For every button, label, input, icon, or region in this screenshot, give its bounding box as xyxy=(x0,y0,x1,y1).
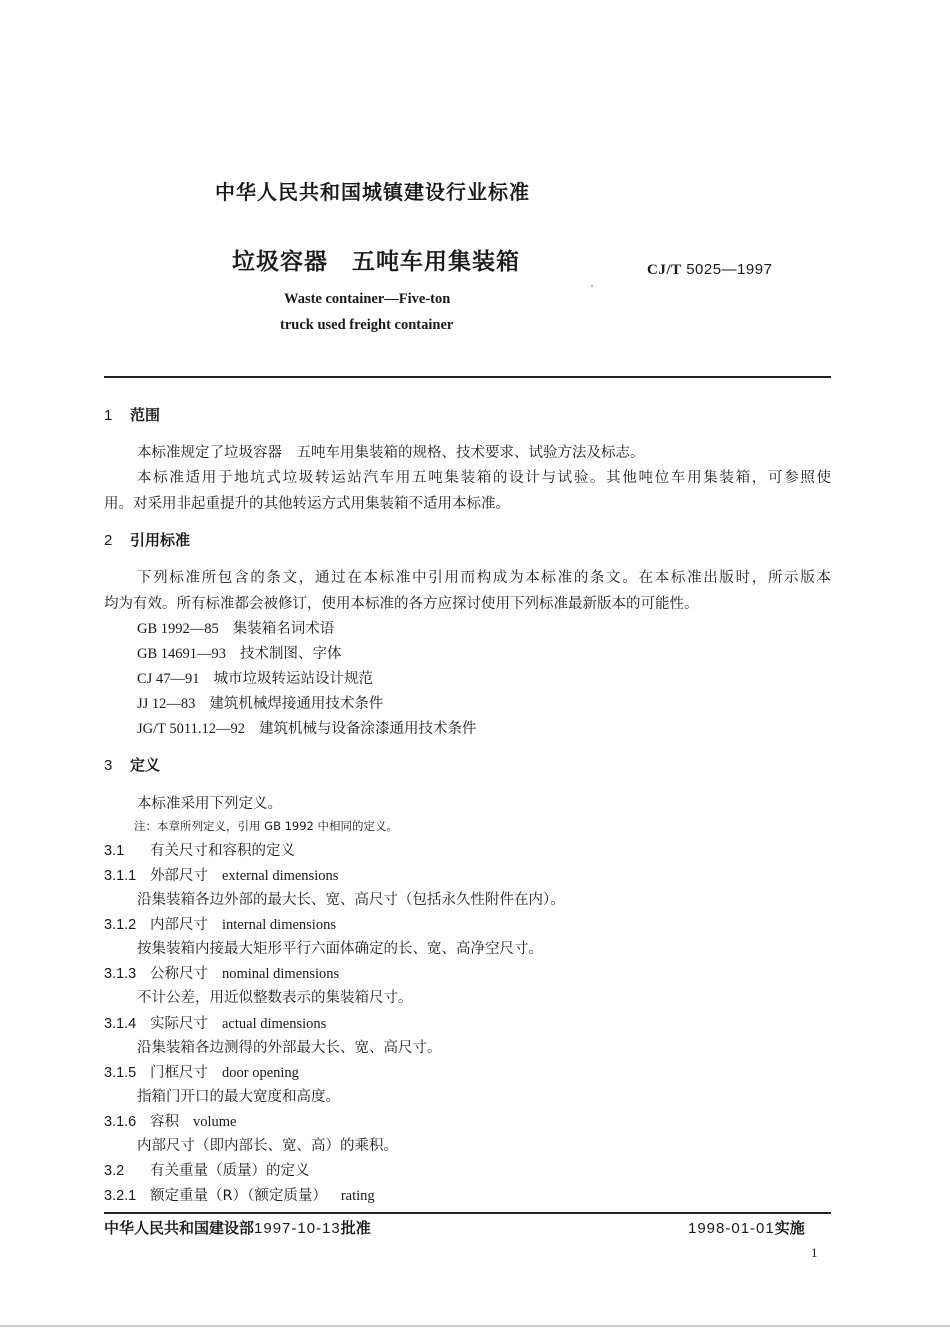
reference-title: 建筑机械焊接通用技术条件 xyxy=(209,696,384,712)
section-3-heading xyxy=(104,754,160,775)
definition-body: 不计公差，用近似整数表示的集装箱尺寸。 xyxy=(137,990,413,1006)
reference-code: JJ 12—83 xyxy=(137,696,196,712)
section-3-title: 定义 xyxy=(130,756,161,774)
reference-title: 技术制图、字体 xyxy=(240,646,342,662)
reference-item xyxy=(137,617,334,638)
definition-term-en: nominal dimensions xyxy=(222,966,340,982)
footer-approval xyxy=(104,1217,371,1238)
definition-heading xyxy=(104,1061,299,1082)
definition-number: 3.1.5 xyxy=(104,1065,137,1081)
definition-heading xyxy=(104,1012,326,1033)
footer-approve-date: 1997-10-13 xyxy=(254,1220,341,1237)
definition-term-en: external dimensions xyxy=(222,868,339,884)
definition-heading xyxy=(104,1159,310,1180)
section-1-paragraph-2-line-2: 用。对采用非起重提升的其他转运方式用集装箱不适用本标准。 xyxy=(104,496,510,512)
definition-term-en: volume xyxy=(193,1114,237,1130)
section-3-note: 注：本章所列定义，引用 GB 1992 中相同的定义。 xyxy=(134,819,399,833)
section-2-paragraph-line-1: 下列标准所包含的条文，通过在本标准中引用而构成为本标准的条文。在本标准出版时，所示版本 xyxy=(137,570,831,586)
footer-effective-label: 实施 xyxy=(774,1219,805,1237)
page-number: 1 xyxy=(811,1245,818,1260)
header-divider xyxy=(104,376,831,378)
definition-heading xyxy=(104,1110,237,1131)
definition-term: 额定重量（R）（额定质量） xyxy=(150,1188,327,1204)
section-2-paragraph xyxy=(104,565,831,617)
std-org-line: 中华人民共和国城镇建设行业标准 xyxy=(215,180,530,204)
definition-body: 沿集装箱各边测得的外部最大长、宽、高尺寸。 xyxy=(137,1040,442,1056)
definition-body: 指箱门开口的最大宽度和高度。 xyxy=(137,1089,340,1105)
definition-number: 3.1.2 xyxy=(104,917,137,933)
definition-term: 容积 xyxy=(150,1114,179,1130)
definition-number: 3.1 xyxy=(104,843,125,859)
reference-code: CJ 47—91 xyxy=(137,671,200,687)
definition-body: 内部尺寸（即内部长、宽、高）的乘积。 xyxy=(137,1138,398,1154)
definition-term: 外部尺寸 xyxy=(150,868,208,884)
section-2-number: 2 xyxy=(104,532,113,549)
reference-item xyxy=(137,692,383,713)
reference-code: JG/T 5011.12—92 xyxy=(137,721,245,737)
definition-heading xyxy=(104,864,338,885)
definition-body: 沿集装箱各边外部的最大长、宽、高尺寸（包括永久性附件在内）。 xyxy=(137,892,565,908)
reference-item xyxy=(137,642,342,663)
definition-number: 3.2 xyxy=(104,1163,125,1179)
footer-effective xyxy=(688,1217,805,1238)
definition-number: 3.1.4 xyxy=(104,1016,137,1032)
footer-issuer: 中华人民共和国建设部 xyxy=(104,1219,255,1237)
section-2-heading xyxy=(104,529,190,550)
definition-term: 公称尺寸 xyxy=(150,966,208,982)
footer-effective-date: 1998-01-01 xyxy=(688,1220,775,1237)
footer-approve-label: 批准 xyxy=(340,1219,371,1237)
definition-term: 实际尺寸 xyxy=(150,1016,208,1032)
section-1-paragraph-1: 本标准规定了垃圾容器 五吨车用集装箱的规格、技术要求、试验方法及标志。 xyxy=(137,445,645,461)
definition-number: 3.1.6 xyxy=(104,1114,137,1130)
footer-divider xyxy=(104,1212,831,1214)
definition-term-en: internal dimensions xyxy=(222,917,336,933)
definition-term-en: door opening xyxy=(222,1065,299,1081)
definition-heading xyxy=(104,839,295,860)
reference-title: 城市垃圾转运站设计规范 xyxy=(213,671,373,687)
definition-term: 有关尺寸和容积的定义 xyxy=(150,843,295,859)
definition-number: 3.2.1 xyxy=(104,1188,137,1204)
definition-heading xyxy=(104,1184,375,1205)
definition-term: 内部尺寸 xyxy=(150,917,208,933)
section-2-paragraph-line-2: 均为有效。所有标准都会被修订，使用本标准的各方应探讨使用下列标准最新版本的可能性。 xyxy=(104,596,699,612)
definition-number: 3.1.1 xyxy=(104,868,137,884)
scan-edge xyxy=(0,1325,950,1327)
section-1-paragraph-2-line-1: 本标准适用于地坑式垃圾转运站汽车用五吨集装箱的设计与试验。其他吨位车用集装箱，可参照使 xyxy=(137,470,831,486)
reference-code: GB 1992—85 xyxy=(137,621,219,637)
definition-heading xyxy=(104,962,339,983)
section-1-heading xyxy=(104,404,160,425)
definition-term-en: actual dimensions xyxy=(222,1016,327,1032)
scan-speck xyxy=(591,285,593,287)
document-number-value: 5025—1997 xyxy=(686,261,773,278)
reference-title: 集装箱名词术语 xyxy=(232,621,335,637)
section-1-paragraph-2 xyxy=(104,465,831,517)
reference-item xyxy=(137,717,476,738)
definition-body: 按集装箱内接最大矩形平行六面体确定的长、宽、高净空尺寸。 xyxy=(137,941,543,957)
reference-code: GB 14691—93 xyxy=(137,646,227,662)
section-1-number: 1 xyxy=(104,407,113,424)
document-number-code: CJ/T xyxy=(647,262,682,278)
definition-number: 3.1.3 xyxy=(104,966,137,982)
section-3-intro: 本标准采用下列定义。 xyxy=(137,796,282,812)
document-number xyxy=(647,261,772,279)
definition-term: 门框尺寸 xyxy=(150,1065,208,1081)
section-3-number: 3 xyxy=(104,757,113,774)
definition-term: 有关重量（质量）的定义 xyxy=(150,1163,310,1179)
english-title-line-1: Waste container—Five-ton xyxy=(284,291,451,307)
definition-term-en: rating xyxy=(340,1188,375,1204)
english-title-line-2: truck used freight container xyxy=(280,317,454,333)
section-2-title: 引用标准 xyxy=(130,531,191,549)
definition-heading xyxy=(104,913,336,934)
reference-title: 建筑机械与设备涂漆通用技术条件 xyxy=(258,721,477,737)
document-title: 垃圾容器 五吨车用集装箱 xyxy=(232,249,520,275)
reference-item xyxy=(137,667,373,688)
section-1-title: 范围 xyxy=(130,406,161,424)
